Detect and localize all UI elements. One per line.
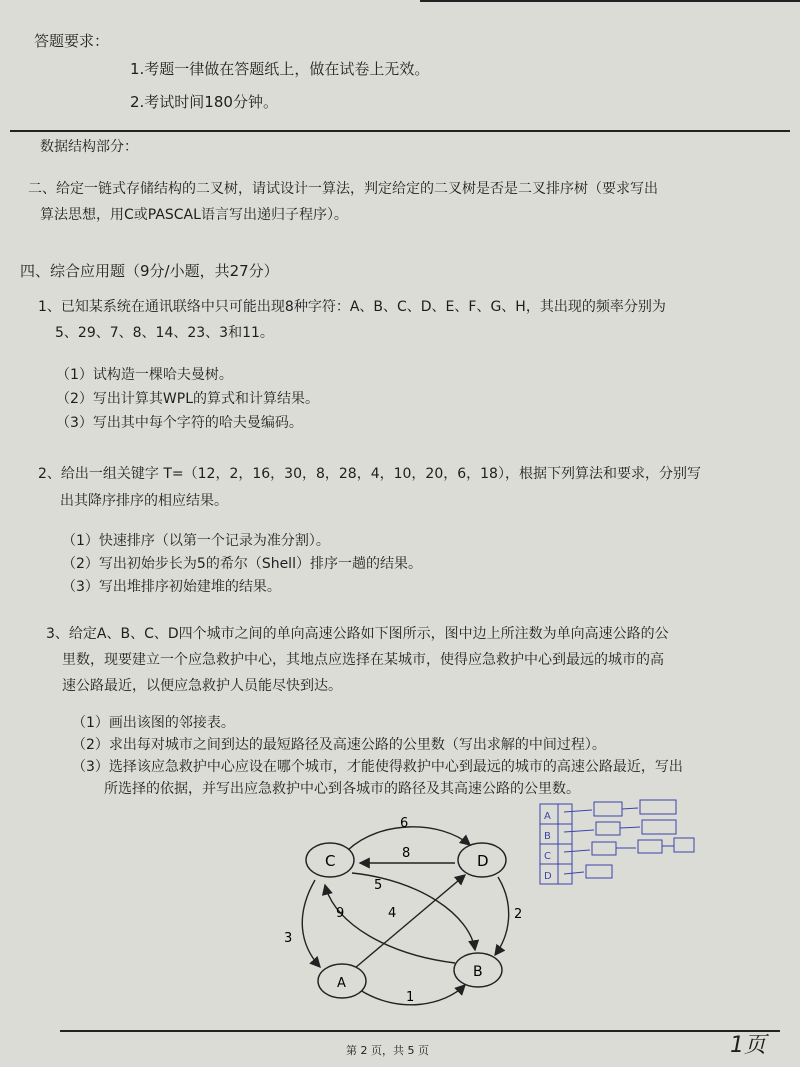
p3-sub-2: （2）求出每对城市之间到达的最短路径及高速公路的公里数（写出求解的中间过程）。 bbox=[72, 737, 606, 753]
node-d-label: D bbox=[477, 852, 489, 870]
p1-sub-1: （1）试构造一棵哈夫曼树。 bbox=[56, 367, 233, 383]
top-rule bbox=[420, 0, 800, 2]
p1-sub-2: （2）写出计算其WPL的算式和计算结果。 bbox=[56, 391, 319, 407]
ds-section-heading: 数据结构部分： bbox=[40, 139, 138, 155]
p1-line-2: 5、29、7、8、14、23、3和11。 bbox=[55, 325, 274, 341]
weight-label-6: 6 bbox=[400, 816, 409, 831]
q2-line-1: 二、给定一链式存储结构的二叉树，请试设计一算法，判定给定的二叉树是否是二叉排序树（要求写出 bbox=[28, 181, 658, 197]
p1-sub-3: （3）写出其中每个字符的哈夫曼编码。 bbox=[56, 415, 303, 431]
p3-line-3: 速公路最近，以便应急救护人员能尽快到达。 bbox=[62, 678, 342, 694]
adj-head-a: A bbox=[544, 811, 551, 822]
p1-line-1: 1、已知某系统在通讯联络中只可能出现8种字符：A、B、C、D、E、F、G、H，其出现的频率分别为 bbox=[38, 299, 666, 315]
weight-label-5: 5 bbox=[374, 878, 383, 893]
weight-label-8: 8 bbox=[402, 846, 411, 861]
requirement-line-2: 2.考试时间180分钟。 bbox=[130, 93, 278, 111]
weight-label-2: 2 bbox=[514, 907, 523, 922]
p2-line-2: 出其降序排序的相应结果。 bbox=[60, 493, 228, 509]
edge-d-b-2 bbox=[495, 877, 509, 955]
section-4-heading: 四、综合应用题（9分/小题，共27分） bbox=[20, 262, 279, 280]
adjacency-list-sketch bbox=[536, 792, 696, 892]
node-c-label: C bbox=[325, 852, 336, 870]
requirement-line-1: 1.考题一律做在答题纸上，做在试卷上无效。 bbox=[130, 60, 430, 78]
p3-sub-3b: 所选择的依据，并写出应急救护中心到各城市的路径及其高速公路的公里数。 bbox=[104, 781, 580, 797]
weight-label-4: 4 bbox=[388, 906, 397, 921]
weight-label-9: 9 bbox=[336, 906, 345, 921]
page-number-label: 第 2 页，共 5 页 bbox=[346, 1044, 429, 1057]
weight-label-3: 3 bbox=[284, 931, 293, 946]
p3-sub-1: （1）画出该图的邻接表。 bbox=[72, 715, 235, 731]
p2-line-1: 2、给出一组关键字 T=（12，2，16，30，8，28，4，10，20，6，18），根据下列算法和要求，分别写 bbox=[38, 466, 701, 482]
edge-c-a-3 bbox=[302, 880, 320, 967]
requirements-heading: 答题要求： bbox=[34, 32, 110, 50]
p3-line-1: 3、给定A、B、C、D四个城市之间的单向高速公路如下图所示，图中边上所注数为单向高速公路的公 bbox=[46, 626, 669, 642]
weight-label-1: 1 bbox=[406, 990, 415, 1005]
handwritten-page-note: 1页 bbox=[730, 1033, 766, 1058]
edge-b-c-9 bbox=[325, 885, 455, 963]
adj-head-c: C bbox=[544, 851, 551, 862]
city-graph-diagram bbox=[270, 805, 540, 1020]
node-b-label: B bbox=[473, 964, 483, 980]
edge-c-b-5 bbox=[352, 873, 475, 950]
q2-line-2: 算法思想，用C或PASCAL语言写出递归子程序）。 bbox=[40, 207, 348, 223]
adj-head-b: B bbox=[544, 831, 551, 842]
node-a-label: A bbox=[337, 976, 346, 991]
adj-head-d: D bbox=[544, 871, 552, 882]
p2-sub-1: （1）快速排序（以第一个记录为准分割）。 bbox=[62, 533, 330, 549]
header-rule bbox=[10, 130, 790, 132]
footer-rule bbox=[60, 1030, 780, 1032]
p3-sub-3a: （3）选择该应急救护中心应设在哪个城市，才能使得救护中心到最远的城市的高速公路最近，写出 bbox=[72, 759, 683, 775]
p3-line-2: 里数，现要建立一个应急救护中心，其地点应选择在某城市，使得应急救护中心到最远的城市的高 bbox=[62, 652, 664, 668]
p2-sub-3: （3）写出堆排序初始建堆的结果。 bbox=[62, 579, 281, 595]
p2-sub-2: （2）写出初始步长为5的希尔（Shell）排序一趟的结果。 bbox=[62, 556, 422, 572]
